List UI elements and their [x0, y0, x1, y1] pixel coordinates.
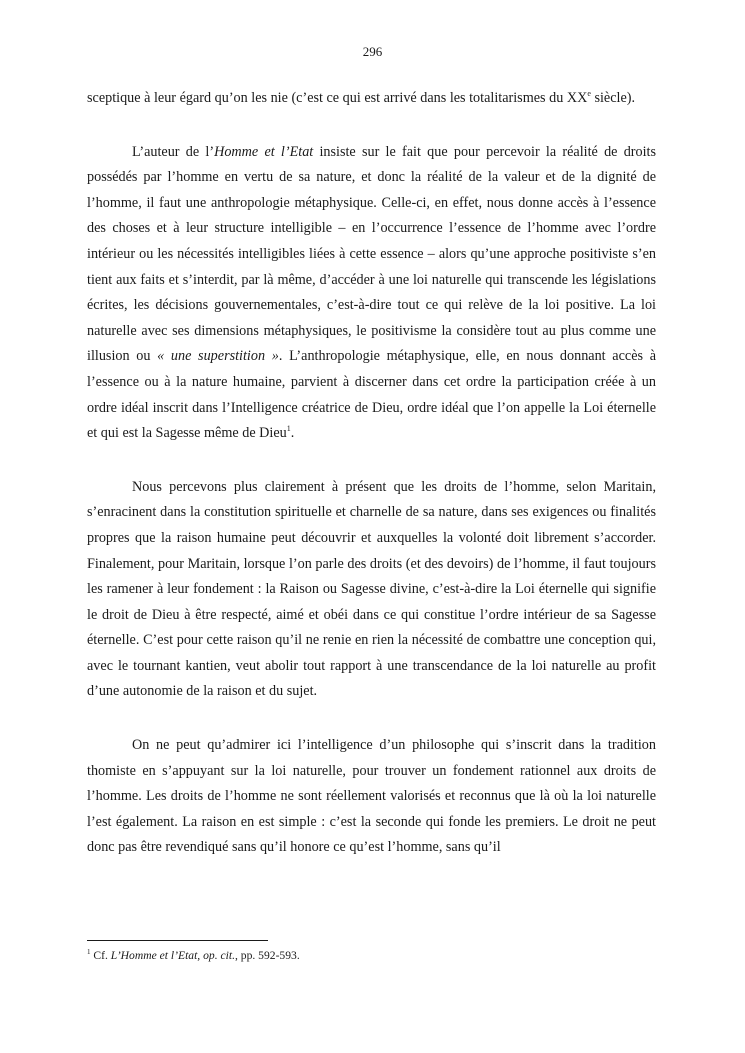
- footnote-text: Cf.: [90, 949, 111, 962]
- body-text: [87, 86, 656, 861]
- page-number: 296: [362, 44, 383, 59]
- paragraph-anthropology: [87, 140, 656, 447]
- paragraph-gap: [87, 112, 656, 140]
- paragraph-text: sceptique à leur égard qu’on les nie (c’est ce qui est arrivé dans les totalitarismes du XX: [87, 90, 588, 106]
- paragraph-human-rights: Nous percevons plus clairement à présent que les droits de l’homme, selon Maritain, s’enracinent dans la constitution spirituelle et charnelle de sa nature, dans ses exigences ou finalités propres que la raison humaine peut découvrir et auxquelles la volonté doit librement s’accorder. Finalement, pour Maritain, lorsque l’on parle des droits (et des devoirs) de l’homme, il faut toujours les ramener à leur fondement : la Raison ou Sagesse divine, c’est-à-dire la Loi éternelle qui signifie le droit de Dieu à être respecté, aimé et obéi dans ce qui constitue l’ordre intérieur de sa Sagesse éternelle. C’est pour cette raison qu’il ne renie en rien la nécessité de combattre une conception qui, avec le tournant kantien, veut abolir tout rapport à une transcendance de la loi naturelle au profit d’une autonomie de la raison et du sujet.: [87, 478, 656, 700]
- footnote-text: , pp. 592-593.: [234, 949, 300, 962]
- paragraph-gap: [87, 705, 656, 733]
- footnote-separator: [87, 940, 268, 941]
- paragraph-gap: [87, 447, 656, 475]
- superscript: e: [587, 89, 591, 98]
- paragraph-text: insiste sur le fait que pour percevoir la réalité de droits possédés par l’homme en vertu de sa nature, et donc la réalité de la valeur et de la dignité de l’homme, il faut une anthropologie métaphysique. Celle-ci, en effet, nous donne accès à l’essence des choses et à leur structure intelligible – en l’occurrence l’essence de l’homme avec l’ordre intérieur ou les nécessités intelligibles liées à cette essence – alors qu’une approche positiviste s’en tient aux faits et s’interdit, par là même, d’accéder à une loi naturelle qui transcende les législations écrites, les décisions gouvernementales, c’est-à-dire tout ce qui relève de la loi positive. La loi naturelle avec ses dimensions métaphysiques, le positivisme la considère tout au plus comme une illusion ou: [87, 143, 657, 365]
- paragraph-continuation: [87, 86, 656, 112]
- paragraph-natural-law: On ne peut qu’admirer ici l’intelligence d’un philosophe qui s’inscrit dans la tradition thomiste en s’appuyant sur la loi naturelle, pour trouver un fondement rationnel aux droits de l’homme. Les droits de l’homme ne sont réellement valorisés et reconnus que là où la loi naturelle l’est également. La raison en est simple : c’est la seconde qui fonde les premiers. Le droit ne peut donc pas être revendiqué sans qu’il honore ce qu’est l’homme, sans qu’il: [87, 737, 656, 856]
- quotation: « une superstition »: [157, 348, 279, 365]
- footnote-reference[interactable]: 1: [286, 424, 291, 434]
- footnote-title: L’Homme et l’Etat, op. cit.: [110, 949, 235, 962]
- paragraph-text: .: [290, 425, 295, 442]
- paragraph-text: siècle).: [590, 90, 636, 106]
- book-title: Homme et l’Etat: [214, 143, 314, 160]
- footnote-1: [87, 948, 656, 964]
- paragraph-text: . L’anthropologie métaphysique, elle, en nous donnant accès à l’essence ou à la nature humaine, parvient à discerner dans cet ordre la participation créée à un ordre idéal inscrit dans l’Intelligence créatrice de Dieu, ordre idéal que l’on appelle la Loi éternelle et qui est la Sagesse même de Dieu: [87, 348, 656, 442]
- footnote-number: 1: [87, 948, 91, 956]
- paragraph-text: L’auteur de l’: [132, 143, 215, 160]
